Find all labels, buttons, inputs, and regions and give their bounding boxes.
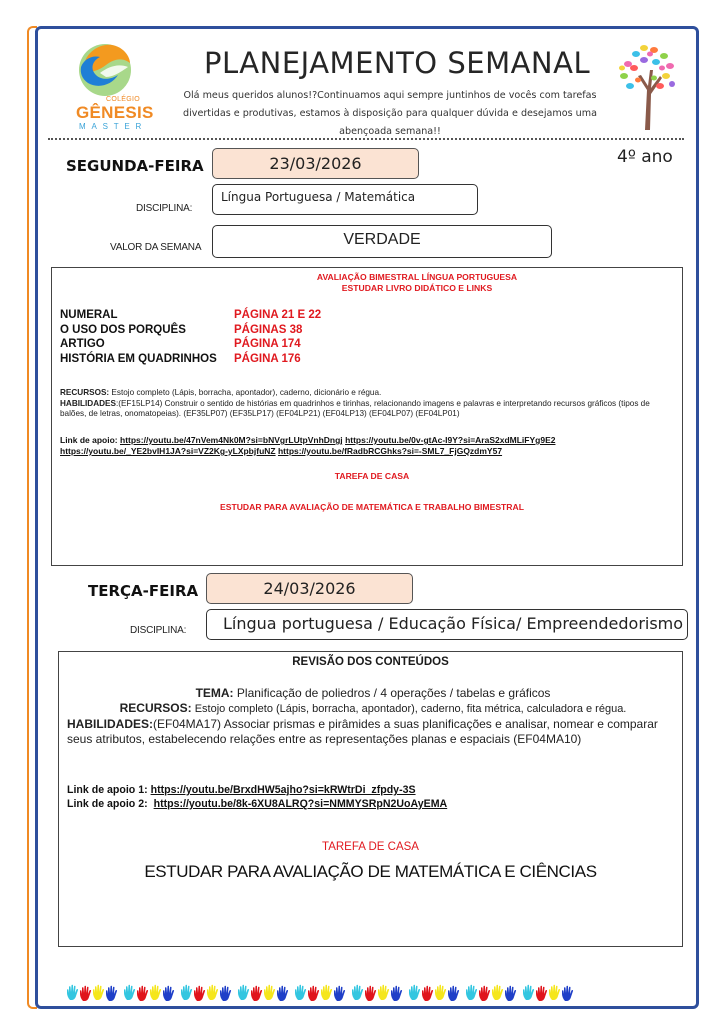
- hand-icon: [478, 984, 491, 1001]
- hand-icon: [351, 984, 364, 1001]
- hand-icon: [123, 984, 136, 1001]
- intro-message: [170, 87, 610, 141]
- topic-row: [60, 352, 321, 367]
- tuesday-homework-text: ESTUDAR PARA AVALIAÇÃO DE MATEMÁTICA E CIÊNCIAS: [144, 862, 597, 881]
- hand-group: [465, 984, 517, 1001]
- monday-resources: [60, 388, 678, 420]
- monday-heading-line: ESTUDAR LIVRO DIDÁTICO E LINKS: [341, 283, 493, 293]
- page-title: PLANEJAMENTO SEMANAL: [204, 46, 591, 80]
- intro-line: abençoada semana!!: [339, 126, 441, 137]
- hand-icon: [535, 984, 548, 1001]
- resources-label: RECURSOS:: [60, 388, 110, 397]
- tuesday-heading: REVISÃO DOS CONTEÚDOS: [292, 656, 449, 668]
- intro-line: divertidas e produtivas, estamos à disposição para qualquer dúvida e desejamos uma: [183, 108, 597, 119]
- support-link[interactable]: https://youtu.be/fRadbRCGhks?si=-SML7_FjGQzdmY57: [277, 446, 503, 456]
- skills-label: HABILIDADES: [60, 398, 116, 408]
- intro-line: Olá meus queridos alunos!?Continuamos aqui sempre juntinhos de vocês com tarefas: [183, 90, 597, 101]
- hand-icon: [320, 984, 333, 1001]
- theme-line: [67, 686, 679, 701]
- header-divider: [48, 138, 684, 140]
- hand-icon: [136, 984, 149, 1001]
- tree-icon: [614, 40, 680, 132]
- logo-text-genesis: GÊNESIS: [76, 103, 154, 122]
- hand-icon: [434, 984, 447, 1001]
- resources-label: RECURSOS:: [119, 701, 192, 715]
- hand-icon: [491, 984, 504, 1001]
- hand-icon: [180, 984, 193, 1001]
- resources-line: [67, 701, 679, 717]
- hand-icon: [206, 984, 219, 1001]
- hand-group: [180, 984, 232, 1001]
- week-value-field: VERDADE: [212, 225, 552, 258]
- logo-emblem-icon: [78, 43, 132, 97]
- tuesday-discipline-label: DISCIPLINA:: [130, 625, 187, 636]
- link-label: Link de apoio 1:: [67, 784, 148, 796]
- topic-page: PÁGINA 21 E 22: [234, 309, 322, 321]
- hand-group: [237, 984, 289, 1001]
- monday-content-box: [51, 267, 683, 566]
- hand-icon: [105, 984, 118, 1001]
- hand-icon: [237, 984, 250, 1001]
- topics-list: [60, 308, 321, 366]
- hand-icon: [408, 984, 421, 1001]
- topic-name: O USO DOS PORQUÊS: [60, 323, 186, 336]
- theme-text: Planificação de poliedros / 4 operações / tabelas e gráficos: [236, 686, 551, 700]
- tuesday-details: [67, 686, 679, 747]
- hand-group: [522, 984, 574, 1001]
- hand-icon: [276, 984, 289, 1001]
- school-logo: [70, 40, 160, 135]
- hand-icon: [294, 984, 307, 1001]
- logo-text-master: MASTER: [79, 122, 148, 131]
- tuesday-day-label: TERÇA-FEIRA: [88, 582, 199, 600]
- topic-row: [60, 323, 321, 338]
- skills-text: :(EF15LP14) Construir o sentido de histórias em quadrinhos e tirinhas, relacionando imagens e palavras e interpretando recursos gráficos (tipos de balões, de letras, onomatopeias). (EF35LP07) (EF35LP17) (EF04LP21) (EF04LP13) (EF04LP07) (EF04LP01): [60, 398, 650, 418]
- skills-text: (EF04MA17) Associar prismas e pirâmides a suas planificações e analisar, nomear e comparar seus atributos, estabelecendo relações entre as representações planas e espaciais (EF04MA10): [67, 717, 658, 746]
- hand-icon: [465, 984, 478, 1001]
- topic-name: ARTIGO: [60, 338, 105, 350]
- tuesday-homework-title: TAREFA DE CASA: [322, 841, 419, 853]
- hand-icon: [390, 984, 403, 1001]
- support-link[interactable]: https://youtu.be/8k-6XU8ALRQ?si=NMMYSRpN2UoAyEMA: [153, 798, 448, 810]
- hand-group: [294, 984, 346, 1001]
- tuesday-date-field: 24/03/2026: [206, 573, 413, 604]
- hand-icon: [421, 984, 434, 1001]
- topic-name: NUMERAL: [60, 309, 118, 321]
- hand-icon: [307, 984, 320, 1001]
- hand-group: [408, 984, 460, 1001]
- resources-text: Estojo completo (Lápis, borracha, apontador), caderno, fita métrica, calculadora e régua.: [194, 703, 627, 715]
- topic-page: PÁGINA 176: [234, 352, 301, 365]
- hand-icon: [504, 984, 517, 1001]
- support-link-row: [67, 797, 447, 811]
- link-label: Link de apoio 2:: [67, 798, 148, 810]
- topic-name: HISTÓRIA EM QUADRINHOS: [60, 352, 217, 365]
- grade-label: 4º ano: [617, 147, 673, 167]
- hand-icon: [263, 984, 276, 1001]
- hand-icon: [149, 984, 162, 1001]
- monday-heading: [52, 272, 682, 294]
- support-link[interactable]: https://youtu.be/BrxdHW5ajho?si=kRWtrDi_zfpdy-3S: [150, 784, 416, 796]
- support-link[interactable]: https://youtu.be/47nVem4Nk0M?si=bNVgrLUtpVnhDngj: [120, 435, 343, 445]
- hand-icon: [193, 984, 206, 1001]
- hand-icon: [447, 984, 460, 1001]
- monday-links: [60, 435, 678, 457]
- resources-text: Estojo completo (Lápis, borracha, apontador), caderno, dicionário e régua.: [111, 388, 382, 397]
- topic-row: [60, 308, 321, 323]
- topic-page: PÁGINA 174: [234, 338, 301, 350]
- monday-homework-text: ESTUDAR PARA AVALIAÇÃO DE MATEMÁTICA E TRABALHO BIMESTRAL: [220, 502, 524, 512]
- monday-discipline-field: Língua Portuguesa / Matemática: [212, 184, 478, 215]
- monday-date-field: 23/03/2026: [212, 148, 419, 179]
- links-label: Link de apoio:: [60, 435, 118, 445]
- monday-heading-line: AVALIAÇÃO BIMESTRAL LÍNGUA PORTUGUESA: [316, 272, 518, 282]
- skills-label: HABILIDADES:: [67, 717, 153, 731]
- hand-icon: [522, 984, 535, 1001]
- hand-icon: [377, 984, 390, 1001]
- hand-icon: [364, 984, 377, 1001]
- hand-icon: [92, 984, 105, 1001]
- hand-icon: [333, 984, 346, 1001]
- hand-group: [123, 984, 175, 1001]
- hand-icon: [162, 984, 175, 1001]
- skills-line: [67, 717, 679, 747]
- hand-icon: [219, 984, 232, 1001]
- hands-border: [66, 984, 579, 1001]
- tuesday-links: [67, 783, 447, 811]
- hand-icon: [561, 984, 574, 1001]
- monday-homework-title: TAREFA DE CASA: [334, 471, 410, 481]
- hand-icon: [250, 984, 263, 1001]
- hand-group: [66, 984, 118, 1001]
- support-link[interactable]: https://youtu.be/_YE2bvIH1JA?si=VZ2Kg-yLXpbjfuNZ: [60, 446, 276, 456]
- tuesday-content-box: [58, 651, 683, 947]
- topic-row: [60, 337, 321, 352]
- logo-text-colegio: COLÉGIO: [106, 96, 140, 103]
- tuesday-discipline-field: Língua portuguesa / Educação Física/ Empreendedorismo: [206, 609, 688, 640]
- topic-page: PÁGINAS 38: [234, 323, 303, 336]
- support-link-row: [67, 783, 447, 797]
- monday-discipline-label: DISCIPLINA:: [136, 203, 193, 214]
- support-link[interactable]: https://youtu.be/0v-gtAc-I9Y?si=AraS2xdMLiFYg9E2: [345, 435, 556, 445]
- hand-icon: [79, 984, 92, 1001]
- hand-group: [351, 984, 403, 1001]
- hand-icon: [66, 984, 79, 1001]
- week-value-label: VALOR DA SEMANA: [110, 242, 202, 253]
- monday-day-label: SEGUNDA-FEIRA: [66, 157, 204, 175]
- theme-label: TEMA:: [195, 686, 234, 700]
- hand-icon: [548, 984, 561, 1001]
